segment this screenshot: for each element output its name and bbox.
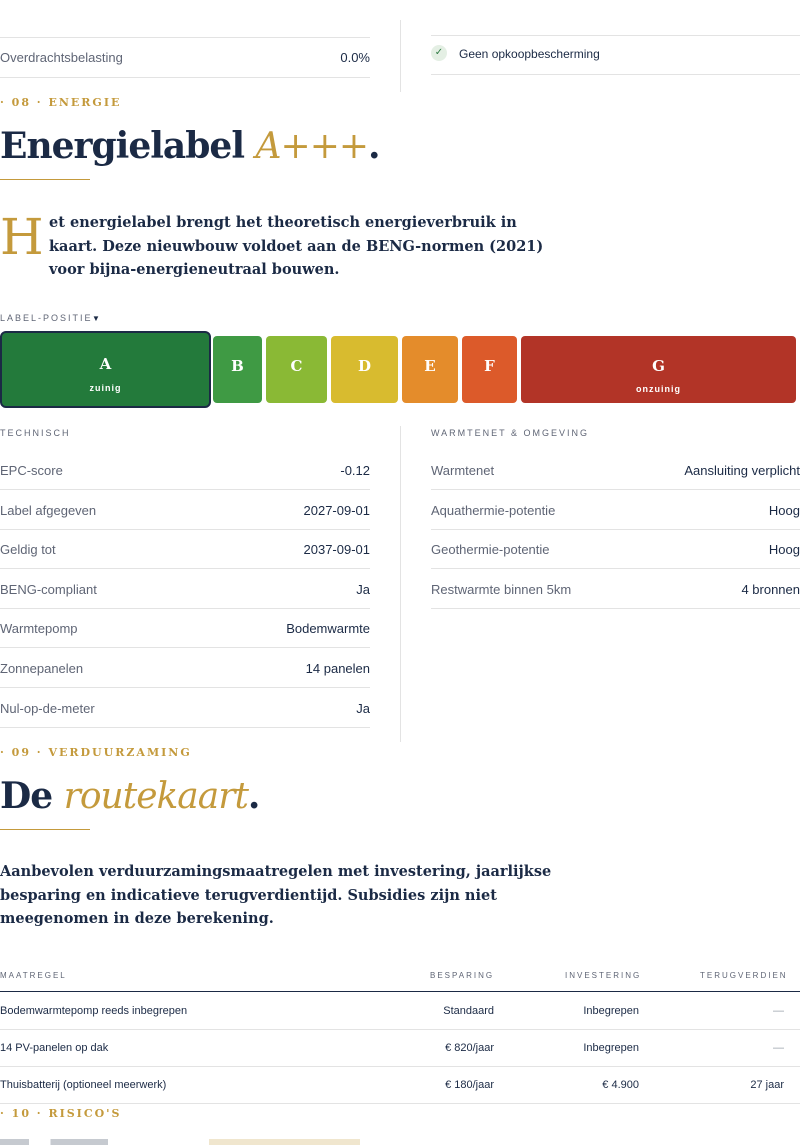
kv-label: Restwarmte binnen 5km [431, 581, 572, 597]
opkoopbescherming-label: Geen opkoopbescherming [459, 47, 600, 61]
energie-intro: et energielabel brengt het theoretisch energieverbruik in kaart. Deze nieuwbouw voldoet aan de BENG-normen (2021) voor bijna-energieneutraal bouwen. [49, 214, 544, 278]
table-cell: Inbegrepen [583, 1042, 639, 1054]
kv-label: BENG-compliant [0, 581, 97, 597]
table-header-rule [0, 991, 800, 992]
table-cell: Inbegrepen [583, 1005, 639, 1017]
table-cell: — [773, 1042, 784, 1054]
column-divider [400, 426, 401, 742]
kv-label: Aquathermie-potentie [431, 502, 556, 518]
kv-value: Bodemwarmte [286, 621, 370, 637]
energy-label-e [402, 336, 458, 403]
verduurzaming-kicker: · 09 · VERDUURZAMING [0, 746, 192, 759]
energy-label-c [266, 336, 327, 403]
kv-value: 4 bronnen [741, 581, 800, 597]
energie-kicker: · 08 · ENERGIE [0, 96, 122, 109]
risicos-kicker: · 10 · RISICO'S [0, 1107, 122, 1120]
kv-label: EPC-score [0, 463, 63, 478]
energy-label-f [462, 336, 517, 403]
table-cell: Standaard [443, 1005, 494, 1017]
kv-label: Warmtepomp [0, 621, 78, 637]
verduurzaming-title [0, 775, 259, 817]
energy-label-a [0, 331, 211, 408]
energy-label-letter: F [484, 357, 495, 375]
table-cell: € 820/jaar [445, 1042, 494, 1054]
row-divider [0, 727, 370, 728]
row-divider [0, 568, 370, 569]
overdrachtsbelasting-value: 0.0% [340, 50, 370, 65]
row-divider [0, 489, 370, 490]
kv-value: Hoog [768, 542, 800, 558]
energie-title [0, 125, 380, 167]
kv-label: Geothermie-potentie [431, 542, 550, 558]
check-icon: ✓ [431, 45, 447, 61]
col-terugverdien: TERUGVERDIEN [700, 971, 788, 980]
row-divider [0, 608, 370, 609]
row-divider [431, 489, 800, 490]
energie-title-rule [0, 179, 90, 180]
kv-value: Ja [356, 700, 370, 716]
risicos-title-peek [0, 1139, 360, 1145]
label-position-marker: ▼ [92, 314, 100, 323]
energy-label-letter: C [290, 357, 303, 375]
kv-value: Ja [356, 581, 370, 597]
energie-dropcap: H [0, 208, 44, 266]
kv-value: 2037-09-01 [303, 542, 370, 558]
label-position-caption: LABEL-POSITIE [0, 313, 93, 323]
kv-value: 2027-09-01 [303, 502, 370, 518]
energy-label-letter: G [652, 357, 665, 375]
verduurzaming-title-accent: routekaart [63, 776, 248, 817]
row-divider [0, 529, 370, 530]
verduurzaming-title-dot: . [247, 775, 260, 817]
verduurzaming-title-rule [0, 829, 90, 830]
energy-label-d [331, 336, 398, 403]
table-cell: — [773, 1005, 784, 1017]
col-besparing: BESPARING [430, 971, 495, 980]
kv-label: Label afgegeven [0, 502, 97, 518]
overdrachtsbelasting-label: Overdrachtsbelasting [0, 50, 123, 65]
kv-label: Geldig tot [0, 542, 56, 558]
top-left-panel [0, 0, 370, 78]
kv-value: Aansluiting verplicht [684, 463, 800, 478]
energie-title-dot: . [368, 125, 380, 167]
row-divider [0, 647, 370, 648]
row-divider [431, 568, 800, 569]
col-investering: INVESTERING [565, 971, 642, 980]
verduurzaming-title-main: De [0, 775, 64, 817]
kv-label: Warmtenet [431, 463, 495, 478]
energie-title-accent: A+++ [255, 126, 369, 167]
energy-label-b [213, 336, 262, 403]
energy-label-caption: onzuinig [636, 384, 681, 394]
col-maatregel: MAATREGEL [0, 971, 67, 980]
technisch-heading: TECHNISCH [0, 428, 71, 438]
kv-value: -0.12 [340, 463, 370, 478]
table-cell: Thuisbatterij (optioneel meerwerk) [0, 1079, 167, 1091]
kv-value: 14 panelen [305, 661, 370, 676]
table-cell: 14 PV-panelen op dak [0, 1042, 109, 1054]
column-divider-top [400, 20, 401, 92]
warmtenet-heading: WARMTENET & OMGEVING [431, 428, 590, 438]
table-cell: Bodemwarmtepomp reeds inbegrepen [0, 1005, 188, 1017]
row-divider [0, 1029, 800, 1030]
table-cell: € 4.900 [602, 1079, 639, 1091]
verduurzaming-intro: Aanbevolen verduurzamingsmaatregelen met investering, jaarlijkse besparing en indicatieve terugverdientijd. Subsidies zijn niet meegenomen in deze berekening. [0, 863, 552, 927]
row-divider [0, 687, 370, 688]
energy-label-g [521, 336, 796, 403]
energy-label-letter: E [424, 357, 436, 375]
row-divider [431, 529, 800, 530]
kv-label: Zonnepanelen [0, 661, 84, 676]
energy-label-letter: B [231, 357, 244, 375]
energie-title-main: Energielabel [0, 125, 256, 167]
top-right-panel [431, 0, 800, 78]
kv-label: Nul-op-de-meter [0, 700, 95, 716]
row-divider [0, 1066, 800, 1067]
table-cell: 27 jaar [750, 1079, 784, 1091]
row-divider [0, 1103, 800, 1104]
energy-label-letter: A [99, 355, 112, 373]
row-divider [431, 608, 800, 609]
table-cell: € 180/jaar [445, 1079, 494, 1091]
energy-label-caption: zuinig [89, 383, 122, 393]
kv-value: Hoog [768, 502, 800, 518]
energy-label-letter: D [357, 357, 371, 375]
